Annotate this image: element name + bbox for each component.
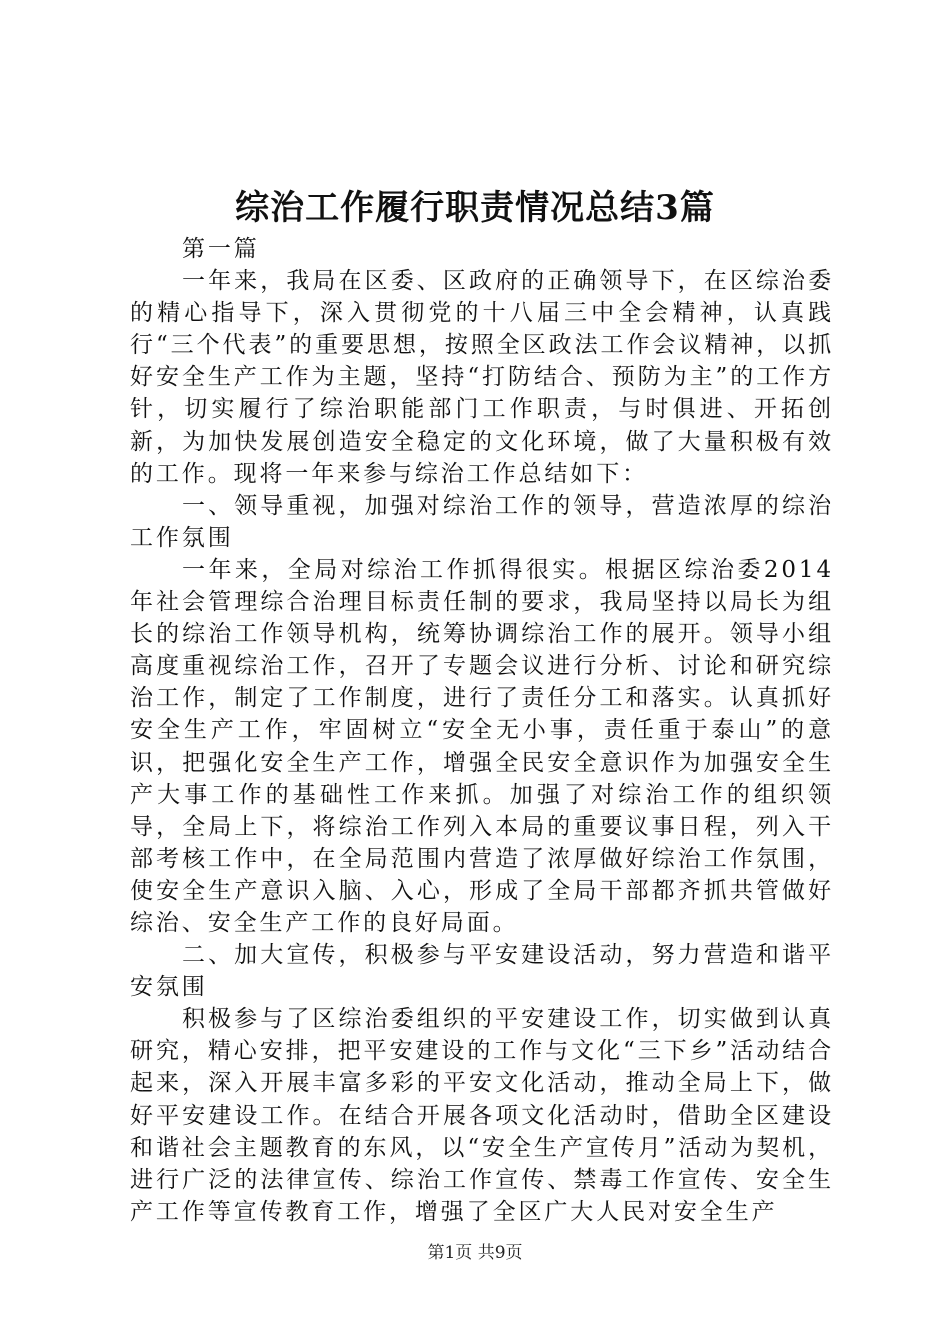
paragraph: 一年来，全局对综治工作抓得很实。根据区综治委2014年社会管理综合治理目标责任制的要求，我局坚持以局长为组长的综治工作领导机构，统筹协调综治工作的展开。领导小组高度重视综治工作，召开了专题会议进行分析、讨论和研究综治工作，制定了工作制度，进行了责任分工和落实。认真抓好安全生产工作，牢固树立“安全无小事，责任重于泰山”的意识，把强化安全生产工作，增强全民安全意识作为加强安全生产大事工作的基础性工作来抓。加强了对综治工作的组织领导，全局上下，将综治工作列入本局的重要议事日程，列入干部考核工作中，在全局范围内营造了浓厚做好综治工作氛围，使安全生产意识入脑、入心，形成了全局干部都齐抓共管做好综治、安全生产工作的良好局面。 [130, 556, 834, 936]
section-heading: 第一篇 [182, 236, 260, 262]
paragraph-heading: 一、领导重视，加强对综治工作的领导，营造浓厚的综治工作氛围 [130, 492, 834, 551]
paragraph-heading: 二、加大宣传，积极参与平安建设活动，努力营造和谐平安氛围 [130, 942, 834, 1001]
document-title: 综治工作履行职责情况总结3篇 [235, 188, 715, 228]
document-body [130, 233, 834, 1228]
paragraph: 积极参与了区综治委组织的平安建设工作，切实做到认真研究，精心安排，把平安建设的工作与文化“三下乡”活动结合起来，深入开展丰富多彩的平安文化活动，推动全局上下，做好平安建设工作。在结合开展各项文化活动时，借助全区建设和谐社会主题教育的东风，以“安全生产宣传月”活动为契机，进行广泛的法律宣传、综治工作宣传、禁毒工作宣传、安全生产工作等宣传教育工作，增强了全区广大人民对安全生产 [130, 1006, 834, 1225]
paragraph: 一年来，我局在区委、区政府的正确领导下，在区综治委的精心指导下，深入贯彻党的十八届三中全会精神，认真践行“三个代表”的重要思想，按照全区政法工作会议精神，以抓好安全生产工作为主题，坚持“打防结合、预防为主”的工作方针，切实履行了综治职能部门工作职责，与时俱进、开拓创新，为加快发展创造安全稳定的文化环境，做了大量积极有效的工作。现将一年来参与综治工作总结如下： [130, 268, 834, 487]
page-footer: 第1页 共9页 [427, 1243, 523, 1263]
